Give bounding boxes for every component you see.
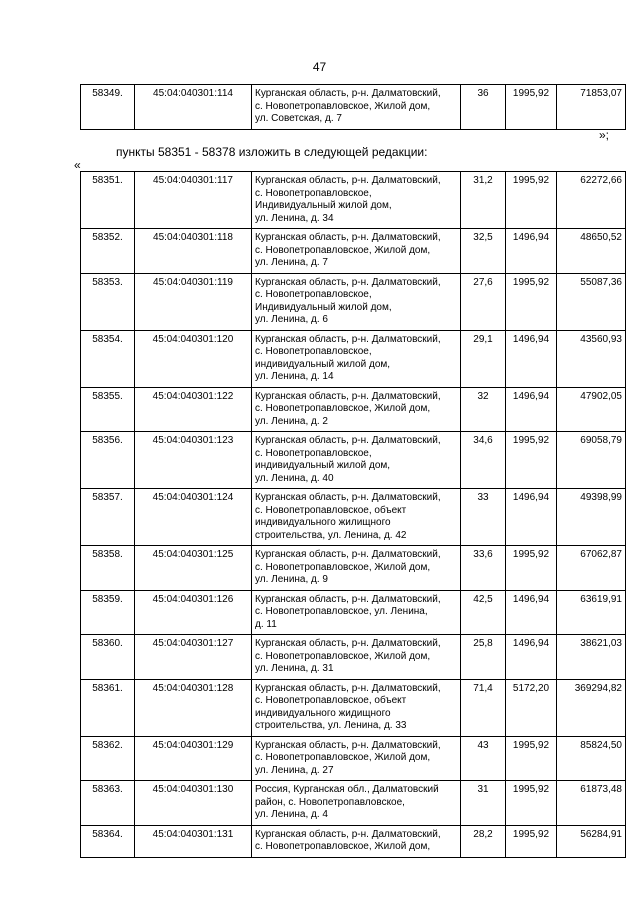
table-row: [81, 825, 626, 857]
row-number-cell: 58360.: [81, 635, 135, 680]
cadastral-value-cell: 369294,82: [557, 679, 626, 736]
register-table-body: [81, 172, 626, 858]
rate-cell: 1496,94: [506, 229, 557, 274]
amendment-instruction: пункты 58351 - 58378 изложить в следующей редакции:: [116, 145, 428, 159]
cadastral-number-cell: 45:04:040301:117: [135, 172, 252, 229]
area-cell: 43: [461, 736, 506, 781]
page-number: 47: [312, 60, 327, 74]
cadastral-number-cell: 45:04:040301:128: [135, 679, 252, 736]
register-table-previous: [80, 84, 626, 130]
cadastral-number-cell: 45:04:040301:124: [135, 489, 252, 546]
address-cell: Курганская область, р-н. Далматовский, с. Новопетропавловское, объект индивидуального жилищного строительства, ул. Ленина, д. 42: [252, 489, 461, 546]
area-cell: 36: [461, 85, 506, 130]
cadastral-value-cell: 69058,79: [557, 432, 626, 489]
row-number-cell: 58355.: [81, 387, 135, 432]
table-row: [81, 172, 626, 229]
table-row: [81, 679, 626, 736]
address-cell: Курганская область, р-н. Далматовский, с. Новопетропавловское, объект индивидуального жидищного строительства, ул. Ленина, д. 33: [252, 679, 461, 736]
address-cell: Курганская область, р-н. Далматовский, с. Новопетропавловское, Индивидуальный жилой дом, ул. Ленина, д. 6: [252, 273, 461, 330]
cadastral-number-cell: 45:04:040301:125: [135, 546, 252, 591]
address-cell: Курганская область, р-н. Далматовский, с. Новопетропавловское, Индивидуальный жилой дом, ул. Ленина, д. 34: [252, 172, 461, 229]
rate-cell: 5172,20: [506, 679, 557, 736]
row-number-cell: 58352.: [81, 229, 135, 274]
address-cell: Курганская область, р-н. Далматовский, с. Новопетропавловское, Жилой дом,: [252, 825, 461, 857]
opening-quote: «: [74, 158, 81, 172]
rate-cell: 1496,94: [506, 590, 557, 635]
area-cell: 71,4: [461, 679, 506, 736]
row-number-cell: 58364.: [81, 825, 135, 857]
cadastral-value-cell: 61873,48: [557, 781, 626, 826]
area-cell: 31,2: [461, 172, 506, 229]
rate-cell: 1995,92: [506, 273, 557, 330]
address-cell: Курганская область, р-н. Далматовский, с. Новопетропавловское, ул. Ленина, д. 11: [252, 590, 461, 635]
rate-cell: 1995,92: [506, 825, 557, 857]
address-cell: Курганская область, р-н. Далматовский, с. Новопетропавловское, Жилой дом, ул. Ленина, д. 2: [252, 387, 461, 432]
table-row: [81, 85, 626, 130]
address-cell: Курганская область, р-н. Далматовский, с. Новопетропавловское, индивидуальный жилой дом, ул. Ленина, д. 14: [252, 330, 461, 387]
cadastral-value-cell: 49398,99: [557, 489, 626, 546]
register-table-amended: [80, 171, 626, 858]
address-cell: Курганская область, р-н. Далматовский, с. Новопетропавловское, индивидуальный жилой дом, ул. Ленина, д. 40: [252, 432, 461, 489]
address-cell: Курганская область, р-н. Далматовский, с. Новопетропавловское, Жилой дом, ул. Ленина, д. 7: [252, 229, 461, 274]
address-cell: Курганская область, р-н. Далматовский, с. Новопетропавловское, Жилой дом, ул. Ленина, д. 31: [252, 635, 461, 680]
row-number-cell: 58351.: [81, 172, 135, 229]
table-row: [81, 432, 626, 489]
area-cell: 33: [461, 489, 506, 546]
closing-quote: »;: [598, 128, 609, 142]
address-cell: Россия, Курганская обл., Далматовский район, с. Новопетропавловское, ул. Ленина, д. 4: [252, 781, 461, 826]
area-cell: 33,6: [461, 546, 506, 591]
cadastral-number-cell: 45:04:040301:129: [135, 736, 252, 781]
rate-cell: 1496,94: [506, 489, 557, 546]
rate-cell: 1995,92: [506, 172, 557, 229]
rate-cell: 1496,94: [506, 635, 557, 680]
rate-cell: 1995,92: [506, 432, 557, 489]
cadastral-number-cell: 45:04:040301:119: [135, 273, 252, 330]
cadastral-value-cell: 63619,91: [557, 590, 626, 635]
table-row: [81, 736, 626, 781]
rate-cell: 1995,92: [506, 85, 557, 130]
table-row: [81, 635, 626, 680]
area-cell: 34,6: [461, 432, 506, 489]
cadastral-value-cell: 55087,36: [557, 273, 626, 330]
area-cell: 28,2: [461, 825, 506, 857]
cadastral-value-cell: 47902,05: [557, 387, 626, 432]
cadastral-number-cell: 45:04:040301:114: [135, 85, 252, 130]
row-number-cell: 58361.: [81, 679, 135, 736]
rate-cell: 1995,92: [506, 781, 557, 826]
cadastral-value-cell: 67062,87: [557, 546, 626, 591]
cadastral-number-cell: 45:04:040301:127: [135, 635, 252, 680]
cadastral-number-cell: 45:04:040301:120: [135, 330, 252, 387]
cadastral-value-cell: 62272,66: [557, 172, 626, 229]
cadastral-value-cell: 85824,50: [557, 736, 626, 781]
table-row: [81, 229, 626, 274]
cadastral-value-cell: 38621,03: [557, 635, 626, 680]
row-number-cell: 58354.: [81, 330, 135, 387]
table-row: [81, 590, 626, 635]
address-cell: Курганская область, р-н. Далматовский, с. Новопетропавловское, Жилой дом, ул. Ленина, д. 27: [252, 736, 461, 781]
cadastral-value-cell: 71853,07: [557, 85, 626, 130]
rate-cell: 1496,94: [506, 387, 557, 432]
register-table-body: [81, 85, 626, 130]
cadastral-number-cell: 45:04:040301:118: [135, 229, 252, 274]
row-number-cell: 58357.: [81, 489, 135, 546]
cadastral-number-cell: 45:04:040301:130: [135, 781, 252, 826]
table-row: [81, 546, 626, 591]
table-row: [81, 489, 626, 546]
row-number-cell: 58358.: [81, 546, 135, 591]
rate-cell: 1995,92: [506, 736, 557, 781]
row-number-cell: 58353.: [81, 273, 135, 330]
area-cell: 29,1: [461, 330, 506, 387]
cadastral-number-cell: 45:04:040301:123: [135, 432, 252, 489]
row-number-cell: 58356.: [81, 432, 135, 489]
rate-cell: 1496,94: [506, 330, 557, 387]
area-cell: 25,8: [461, 635, 506, 680]
row-number-cell: 58349.: [81, 85, 135, 130]
table-row: [81, 273, 626, 330]
table-row: [81, 781, 626, 826]
area-cell: 42,5: [461, 590, 506, 635]
rate-cell: 1995,92: [506, 546, 557, 591]
cadastral-number-cell: 45:04:040301:126: [135, 590, 252, 635]
cadastral-number-cell: 45:04:040301:131: [135, 825, 252, 857]
cadastral-value-cell: 48650,52: [557, 229, 626, 274]
row-number-cell: 58362.: [81, 736, 135, 781]
area-cell: 31: [461, 781, 506, 826]
cadastral-value-cell: 56284,91: [557, 825, 626, 857]
area-cell: 32: [461, 387, 506, 432]
cadastral-value-cell: 43560,93: [557, 330, 626, 387]
row-number-cell: 58359.: [81, 590, 135, 635]
table-row: [81, 387, 626, 432]
area-cell: 32,5: [461, 229, 506, 274]
row-number-cell: 58363.: [81, 781, 135, 826]
address-cell: Курганская область, р-н. Далматовский, с. Новопетропавловское, Жилой дом, ул. Советская, д. 7: [252, 85, 461, 130]
address-cell: Курганская область, р-н. Далматовский, с. Новопетропавловское, Жилой дом, ул. Ленина, д. 9: [252, 546, 461, 591]
area-cell: 27,6: [461, 273, 506, 330]
cadastral-number-cell: 45:04:040301:122: [135, 387, 252, 432]
table-row: [81, 330, 626, 387]
